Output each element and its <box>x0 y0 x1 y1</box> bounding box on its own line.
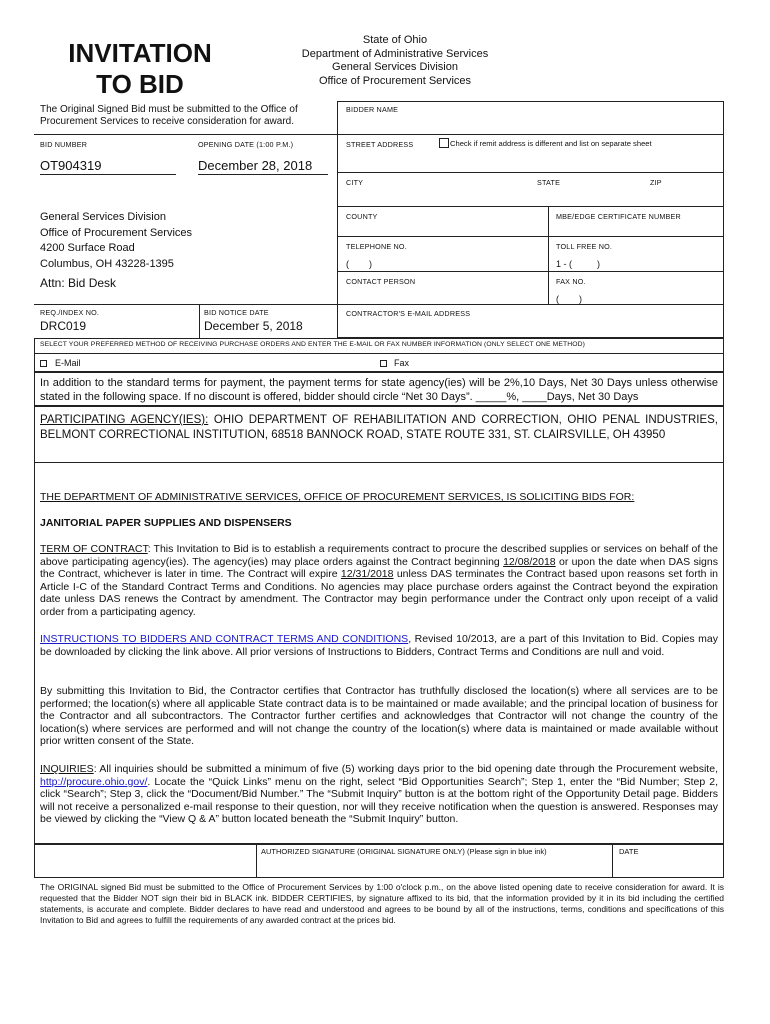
remit-address-checkbox[interactable] <box>439 138 449 148</box>
procurement-website-link[interactable]: http://procure.ohio.gov/ <box>40 775 148 788</box>
fax-field[interactable]: ( ) <box>556 294 582 304</box>
telephone-field[interactable]: ( ) <box>346 259 372 269</box>
opening-date-label: OPENING DATE (1:00 P.M.) <box>198 140 294 149</box>
term-of-contract <box>40 543 718 619</box>
bid-notice-date: December 5, 2018 <box>204 319 303 333</box>
city-label: CITY <box>346 178 364 187</box>
fax-method-checkbox[interactable] <box>380 360 387 367</box>
submit-note: The Original Signed Bid must be submitted to the Office of Procurement Services to receive consideration for award. <box>40 104 298 127</box>
fax-label: FAX NO. <box>556 277 586 286</box>
email-method-label: E-Mail <box>55 358 81 368</box>
instructions-text: , Revised 10/2013, are a part of this Invitation to Bid. Copies may be downloaded by clicking the link above. All prior versions of Instructions to Bidders, Contract Terms and Conditions are null and void. <box>40 633 718 658</box>
issuing-agency <box>280 34 510 88</box>
req-index-value: DRC019 <box>40 319 87 333</box>
req-index-label: REQ./INDEX NO. <box>40 308 100 317</box>
contractor-email-label: CONTRACTOR'S E-MAIL ADDRESS <box>346 309 471 318</box>
divider <box>337 172 724 173</box>
bid-notice-date-label: BID NOTICE DATE <box>204 308 269 317</box>
state-label: STATE <box>537 178 561 187</box>
toll-free-field[interactable]: 1 - ( ) <box>556 259 601 269</box>
title-line1: INVITATION <box>68 38 212 68</box>
bidder-name-label: BIDDER NAME <box>346 105 399 114</box>
footer-certification: The ORIGINAL signed Bid must be submitted to the Office of Procurement Services by 1:00 o'clock p.m., on the above listed opening date to receive consideration for award. It is requested that the Bidder NOT sign their bid in BLACK ink. BIDDER CERTIFIES, by signature affixed to its bid, that the information provided by it in its bid including the certified statements, is accurate and complete. Bidder declares to have read and understood and agrees to be bound by all of the instructions, terms, conditions and specifications of this Invitation to Bid and agrees to fulfill the requirements of any awarded contract at the prices bid. <box>40 882 724 925</box>
signature-field[interactable] <box>38 846 254 876</box>
divider <box>34 353 724 354</box>
agency-line: Office of Procurement Services <box>318 74 472 87</box>
title-line2: TO BID <box>96 69 184 99</box>
street-address-field[interactable] <box>340 152 720 170</box>
contractor-email-field[interactable] <box>340 318 720 336</box>
toll-free-label: TOLL FREE NO. <box>556 242 613 251</box>
agency-line: State of Ohio <box>362 34 428 46</box>
term-text: or upon the date when DAS signs the Contract, whichever is later in time. The Contract will expire <box>40 555 718 581</box>
city-field[interactable] <box>340 188 530 204</box>
instructions-link[interactable]: INSTRUCTIONS TO BIDDERS AND CONTRACT TERMS AND CONDITIONS <box>40 633 409 645</box>
divider <box>34 134 337 135</box>
bid-number-label: BID NUMBER <box>40 140 88 149</box>
opening-date: December 28, 2018 <box>198 158 328 175</box>
address-line: Office of Procurement Services <box>40 226 193 239</box>
divider <box>337 304 724 305</box>
divider <box>34 462 724 463</box>
inquiries-paragraph <box>40 763 718 826</box>
county-label: COUNTY <box>346 212 378 221</box>
soliciting-statement: THE DEPARTMENT OF ADMINISTRATIVE SERVICES, OFFICE OF PROCUREMENT SERVICES, IS SOLICITING BIDS FOR: <box>40 491 635 503</box>
bid-subject: JANITORIAL PAPER SUPPLIES AND DISPENSERS <box>40 517 292 529</box>
form-title <box>50 38 230 100</box>
contract-start-date: 12/08/2018 <box>503 555 556 568</box>
divider <box>548 206 549 304</box>
agency-line: Department of Administrative Services <box>301 47 489 60</box>
divider <box>612 844 613 878</box>
date-label: DATE <box>619 847 639 856</box>
term-label: TERM OF CONTRACT <box>40 543 148 555</box>
address-line: Columbus, OH 43228-1395 <box>40 257 174 270</box>
divider <box>337 206 724 207</box>
divider <box>34 304 337 305</box>
instructions-paragraph <box>40 633 718 658</box>
street-address-label: STREET ADDRESS <box>346 140 414 149</box>
divider <box>199 304 200 338</box>
divider <box>337 134 724 135</box>
agency-line: General Services Division <box>332 61 458 73</box>
inquiries-text: . Locate the “Quick Links” menu on the right, select “Bid Opportunities Search”; Step 1, enter the “Bid Number; Step 2, click “Search”; Step 3, click the “Document/Bid Number.” The “Submit Inquiry” button is at the bottom right of the Opportunity Detail page. Bidders will not receive a personalized e-mail response to their question, nor will they receive notification when the question is answered. Responses may be viewed by clicking the “View Q & A” button located beneath the “Submit Inquiry” button. <box>40 775 718 826</box>
signature-date-field[interactable] <box>615 858 721 876</box>
bid-number: OT904319 <box>40 158 176 175</box>
term-text: unless DAS terminates the Contract based upon reasons set forth in Article I-C of the Standard Contract Terms and Conditions. No agencies may place purchase orders against the Contract beyond the expiration date unless DAS renews the Contract by amendment. The Contractor may begin performance under the Contract only upon receipt of a valid order from a participating agency. <box>40 568 718 618</box>
participating-agencies <box>40 413 718 443</box>
inquiries-label: INQUIRIES <box>40 763 94 775</box>
participating-label: PARTICIPATING AGENCY(IES): <box>40 414 209 426</box>
po-method-instruction: SELECT YOUR PREFERRED METHOD OF RECEIVING PURCHASE ORDERS AND ENTER THE E-MAIL OR FAX NUMBER INFORMATION (ONLY SELECT ONE METHOD) <box>40 341 586 348</box>
fax-method-label: Fax <box>394 358 410 368</box>
mbe-edge-label: MBE/EDGE CERTIFICATE NUMBER <box>556 212 681 221</box>
term-text: : This Invitation to Bid is to establish a requirements contract to procure the described supplies or services on behalf of the above participating agency(ies). The agency(ies) may place orders against the Contract beginning <box>40 543 719 568</box>
address-line: General Services Division <box>40 211 166 223</box>
divider <box>337 271 724 272</box>
remit-checkbox-label: Check if remit address is different and list on separate sheet <box>450 139 652 148</box>
telephone-label: TELEPHONE NO. <box>346 242 407 251</box>
certification-paragraph: By submitting this Invitation to Bid, the Contractor certifies that Contractor has truthfully disclosed the location(s) where all services are to be performed; the location(s) where all applicable State contract data is to be maintained or made available; and the principal location of business for the Contractor and all subcontractors. The Contractor further certifies and acknowledges that Contractor will not change the country of the location(s) where services are performed and will not change the country of the location(s) where data is maintained or made available without prior written consent of the State. <box>40 685 718 748</box>
email-method-checkbox[interactable] <box>40 360 47 367</box>
payment-terms-text: In addition to the standard terms for payment, the payment terms for state agency(ies) will be 2%,10 Days, Net 30 Days unless otherwise stated in the following space. If no discount is offered, bidder should circle “Net 30 Days”. _____%, ____Days, Net 30 Days <box>40 377 718 403</box>
zip-label: ZIP <box>650 178 662 187</box>
address-line: 4200 Surface Road <box>40 242 135 254</box>
bidder-name-field[interactable] <box>340 114 720 132</box>
divider <box>256 844 257 878</box>
divider <box>337 236 724 237</box>
participating-text: OHIO DEPARTMENT OF REHABILITATION AND CORRECTION, OHIO PENAL INDUSTRIES, BELMONT CORRECTIONAL INSTITUTION, 68518 BANNOCK ROAD, STATE ROUTE 331, ST. CLAIRSVILLE, OH 43950 <box>40 414 718 441</box>
contact-person-label: CONTACT PERSON <box>346 277 416 286</box>
contract-end-date: 12/31/2018 <box>340 568 394 581</box>
inquiries-text: : All inquiries should be submitted a minimum of five (5) working days prior to the bid opening date through the Procurement website, <box>93 763 718 775</box>
attention-line: Attn: Bid Desk <box>40 276 117 290</box>
authorized-signature-label: AUTHORIZED SIGNATURE (ORIGINAL SIGNATURE ONLY) (Please sign in blue ink) <box>261 847 547 856</box>
mailing-address <box>40 210 192 272</box>
